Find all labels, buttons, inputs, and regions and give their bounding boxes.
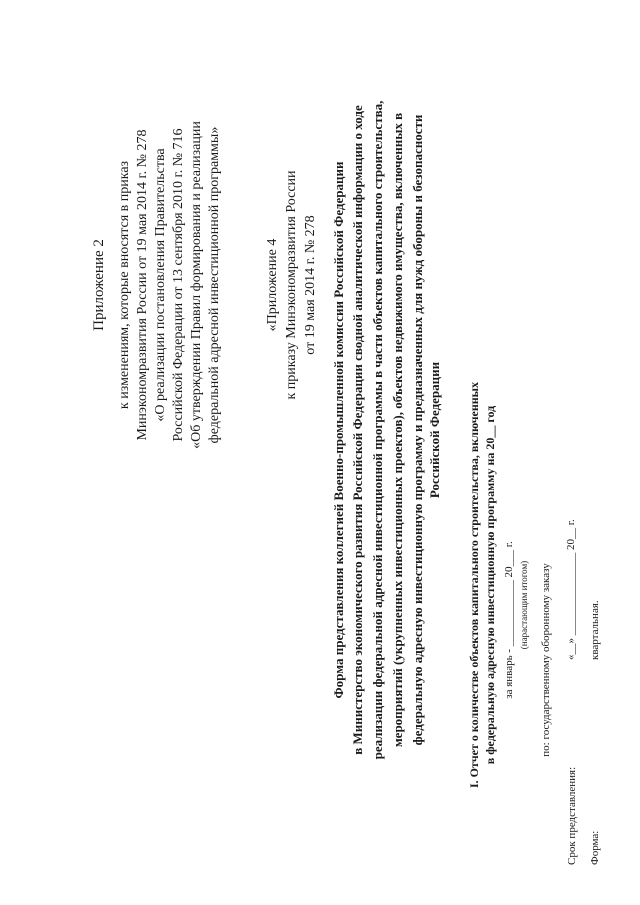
deadline-value: «__» _______________ 20__ г. [565,519,577,660]
appendix2-line-6: федеральной адресной инвестиционной программы» [207,126,222,444]
report-title-line-2: в федеральную адресную инвестиционную программу на 20__ год [483,405,497,765]
appendix2-line-4: Российской Федерации от 13 сентября 2010 г. № 716 [171,128,186,442]
report-period-note: (нарастающим итогом) [519,560,529,650]
form-title-line-2: в Министерство экономического развития Российской Федерации сводной аналитической информации о ходе [350,105,365,755]
form-type-value: квартальная. [589,600,601,660]
form-type-label: Форма: [589,830,601,865]
deadline-label: Срок представления: [566,766,578,865]
appendix4-line-2: к приказу Минэкономразвития России [284,170,299,400]
form-title-line-5: федеральную адресную инвестиционную программу и предназначенных для нужд обороны и безопасности [410,114,425,746]
appendix2-line-1: к изменениям, которые вносятся в приказ [117,160,132,410]
report-period: за январь - ____________ 20___ г. [503,541,515,699]
report-order-type: по: государственному оборонному заказу [540,563,552,757]
form-title-line-4: мероприятий (укрупненных инвестиционных проектов), объектов недвижимого имущества, включенных в [390,112,405,748]
form-title-line-6: Российской Федерации [427,361,442,499]
report-title-line-1: I. Отчет о количестве объектов капитального строительства, включенных [467,381,481,789]
form-title-line-1: Форма представления коллегией Военно-промышленной комиссии Российской Федерации [331,161,346,699]
form-title-line-3: реализации федеральной адресной инвестиционной программы в части объектов капитального строительства, [370,100,385,760]
appendix2-line-3: «О реализации постановления Правительства [153,148,168,422]
appendix4-line-3: от 19 мая 2014 г. № 278 [303,215,318,355]
appendix4-line-1: «Приложение 4 [265,238,280,332]
appendix2-line-2: Минэкономразвития России от 19 мая 2014 г. № 278 [135,129,150,441]
appendix2-title: Приложение 2 [91,239,107,331]
appendix2-line-5: «Об утверждении Правил формирования и реализации [189,121,204,449]
